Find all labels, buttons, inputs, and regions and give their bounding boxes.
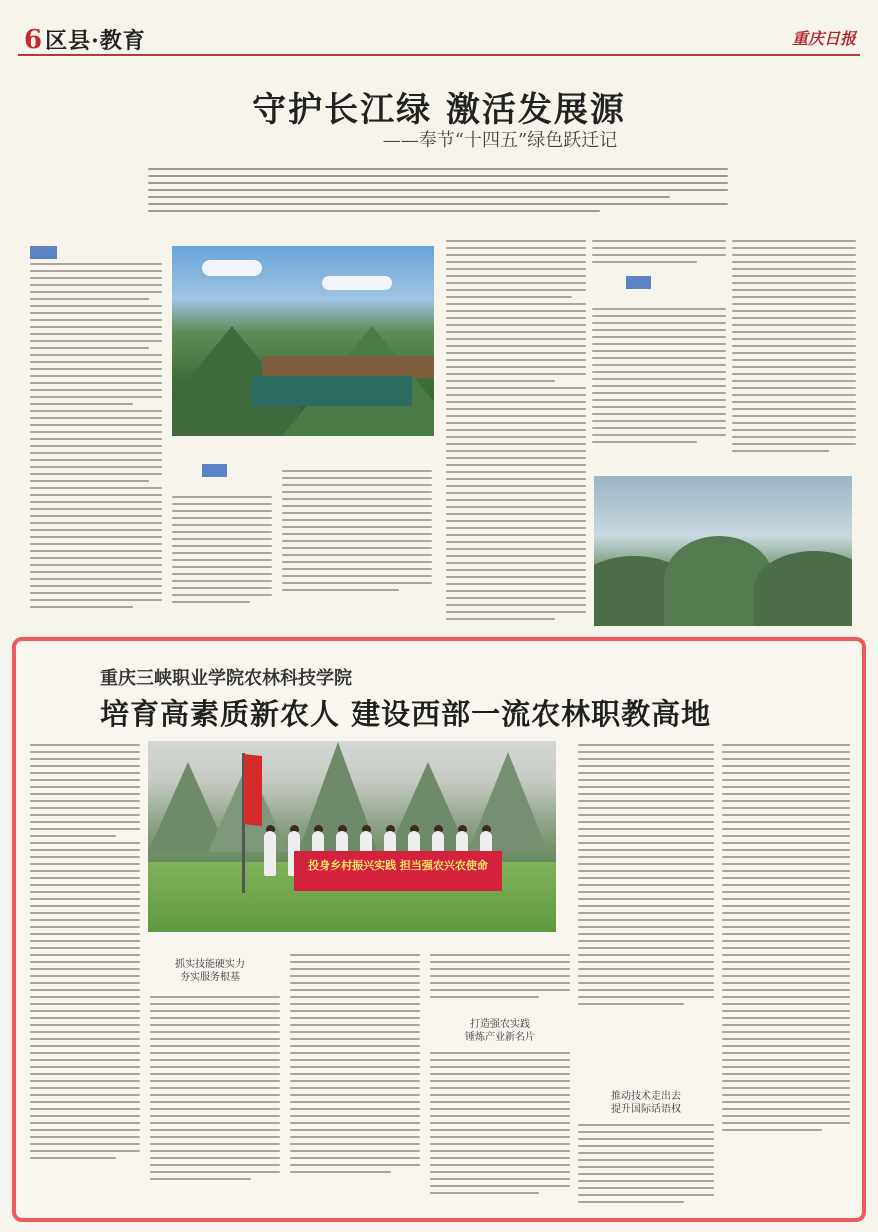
- top-story-subtitle: ——奉节“十四五”绿色跃迁记: [382, 130, 618, 151]
- article-column-6: [722, 744, 850, 1136]
- section-heading-2-text: 打造强农实践 锤炼产业新名片: [465, 1019, 535, 1043]
- top-story-title: 守护长江绿 激活发展源: [252, 90, 626, 130]
- newspaper-logo: 重庆日报: [791, 29, 856, 48]
- section-heading-2: [440, 1018, 560, 1044]
- landscape-photo-resort: [172, 246, 434, 436]
- article-organization: 重庆三峡职业学院农林科技学院: [100, 668, 352, 689]
- article-column-5: [578, 744, 714, 1010]
- article-column-1: [30, 744, 140, 1164]
- article-column-4b: [430, 1052, 570, 1199]
- section-heading-3-text: 推动技术走出去 提升国际话语权: [611, 1091, 681, 1115]
- page-number: 6: [24, 25, 44, 55]
- article-column-4: [430, 954, 570, 1003]
- top-story-column-6: [732, 240, 856, 457]
- top-story-column-5: [592, 240, 726, 448]
- photo-banner: [294, 851, 502, 891]
- article-title: 培育高素质新农人 建设西部一流农林职教高地: [100, 697, 712, 731]
- group-photo-field: [148, 741, 556, 932]
- section-heading-1-text: 抓实技能硬实力 夯实服务根基: [175, 959, 245, 983]
- section-heading-1: [150, 958, 270, 984]
- top-story-lead: [148, 163, 728, 221]
- column-tag: [30, 246, 57, 259]
- page-header: [18, 22, 860, 56]
- landscape-photo-misty-mountains: [594, 476, 852, 626]
- photo-banner-text: 投身乡村振兴实践 担当强农兴农使命: [308, 859, 488, 872]
- top-story-column-2: [172, 458, 272, 608]
- top-story-column-4: [446, 240, 586, 625]
- section-heading-3: [586, 1090, 706, 1116]
- article-column-5b: [578, 1124, 714, 1208]
- top-story-column-1: [30, 240, 162, 613]
- article-column-2: [150, 996, 280, 1185]
- section-name: 区县·教育: [45, 28, 146, 54]
- top-story-column-3: [282, 470, 432, 596]
- section-label: [24, 24, 146, 55]
- article-column-3: [290, 954, 420, 1178]
